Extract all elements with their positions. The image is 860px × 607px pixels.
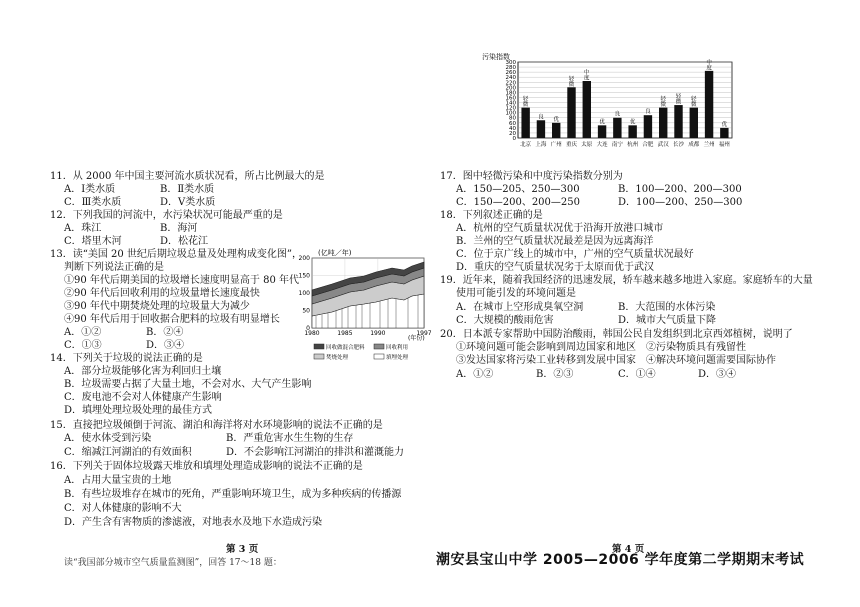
air-category-label: 大连 bbox=[596, 142, 608, 148]
q20-item-1: ①环境问题可能会影响到周边国家和地区 ②污染物质具有残留性 bbox=[456, 342, 746, 353]
q18-stem: 18．下列叙述正确的是 bbox=[440, 210, 543, 221]
q20-opt-d: D．③④ bbox=[698, 369, 737, 380]
q18-opt-d: D．重庆的空气质量状况劣于太原而优于武汉 bbox=[456, 262, 655, 273]
air-category-label: 成都 bbox=[688, 142, 700, 148]
air-bar-label: 微 bbox=[675, 99, 682, 106]
air-bar-label: 微 bbox=[691, 102, 697, 109]
q15-opt-d: D．不会影响江河湖泊的排洪和灌溉能力 bbox=[226, 447, 405, 458]
q13-opt-d: D．③④ bbox=[146, 340, 185, 351]
air-plot-frame bbox=[518, 62, 732, 138]
q19-stem-2: 使用可能引发的环境问题是 bbox=[456, 288, 576, 299]
air-bar-label: 轻 bbox=[568, 76, 575, 83]
air-bar-6 bbox=[598, 125, 606, 138]
q13-stem-2: 判断下列说法正确的是 bbox=[64, 262, 164, 273]
air-ytick-label: 180 bbox=[505, 90, 516, 97]
q12-opt-c: C．塔里木河 bbox=[64, 236, 122, 247]
q11-opt-d: D．Ⅴ类水质 bbox=[160, 197, 216, 208]
air-bar-label: 轻 bbox=[660, 96, 666, 103]
q16-opt-d: D．产生含有害物质的渗滤液，对地表水及地下水造成污染 bbox=[64, 517, 323, 528]
air-ytick-label: 140 bbox=[505, 100, 516, 107]
air-bar-7 bbox=[613, 118, 621, 138]
air-category-label: 杭州 bbox=[627, 142, 639, 148]
q13-opt-a: A．①② bbox=[64, 327, 102, 338]
air-chart-ylabel: 污染指数 bbox=[482, 53, 510, 61]
page-number-4: 第 4 页 bbox=[612, 544, 645, 555]
air-bar-label: 微 bbox=[522, 102, 529, 109]
q18-opt-b: B．兰州的空气质量状况最差是因为远离海洋 bbox=[456, 236, 654, 247]
air-bar-label: 轻 bbox=[522, 96, 529, 103]
air-bar-label: 优 bbox=[721, 121, 728, 128]
q18-opt-a: A．杭州的空气质量状况优于沿海开放港口城市 bbox=[456, 223, 664, 234]
q20-opt-c: C．①④ bbox=[618, 369, 656, 380]
q18-opt-c: C．位于京广线上的城市中，广州的空气质量状况最好 bbox=[456, 249, 694, 260]
garbage-chart-ylabel: (亿吨／年) bbox=[318, 249, 352, 257]
garbage-ytick-label: 50 bbox=[302, 307, 310, 315]
air-ytick-label: 120 bbox=[505, 105, 516, 112]
air-bar-label: 中 bbox=[584, 70, 590, 76]
q11-opt-b: B．Ⅱ类水质 bbox=[160, 184, 215, 195]
garbage-xtick-label: 1990 bbox=[370, 330, 386, 337]
legend-swatch-incinerate bbox=[314, 354, 324, 359]
q13-stem-1: 13．读“美国 20 世纪后期垃圾总量及处理构成变化图”， bbox=[50, 249, 303, 260]
air-category-label: 南宁 bbox=[611, 142, 623, 148]
garbage-composition-chart bbox=[292, 246, 442, 374]
q14-opt-a: A．部分垃圾能够化害为利回归土壤 bbox=[64, 366, 222, 377]
air-ytick-label: 280 bbox=[505, 65, 516, 72]
garbage-ytick-label: 200 bbox=[298, 255, 310, 262]
q20-stem: 20．日本派专家帮助中国防治酸雨，韩国公民自发组织到北京西郊植树，说明了 bbox=[440, 329, 793, 340]
q11-opt-a: A．Ⅰ类水质 bbox=[64, 184, 116, 195]
air-bar-label: 良 bbox=[538, 114, 544, 121]
air-category-label: 太原 bbox=[581, 142, 593, 148]
air-chart-categories bbox=[520, 140, 730, 148]
air-ytick-label: 240 bbox=[505, 75, 516, 82]
air-bar-8 bbox=[628, 125, 636, 138]
air-category-label: 广州 bbox=[550, 142, 562, 148]
air-bar-label: 度 bbox=[706, 65, 712, 72]
reading-note: 读“我国部分城市空气质量监测图”，回答 17～18 题： bbox=[64, 558, 282, 568]
air-bar-13 bbox=[705, 71, 713, 138]
garbage-chart-legend bbox=[314, 343, 409, 361]
q20-opt-a: A．①② bbox=[456, 369, 494, 380]
air-category-label: 武汉 bbox=[657, 142, 669, 148]
q19-stem-1: 19．近年来，随着我国经济的迅速发展，轿车越来越多地进入家庭。家庭轿车的大量 bbox=[440, 275, 813, 286]
q14-opt-d: D．填埋处理垃圾处理的最佳方式 bbox=[64, 405, 213, 416]
air-bar-9 bbox=[644, 115, 652, 138]
air-bar-label: 良 bbox=[645, 109, 651, 116]
q13-opt-b: B．②④ bbox=[146, 327, 184, 338]
legend-recycle: 回收利用 bbox=[386, 345, 409, 351]
q12-opt-a: A．珠江 bbox=[64, 223, 102, 234]
air-quality-chart bbox=[478, 50, 736, 154]
garbage-ytick-label: 150 bbox=[298, 272, 310, 280]
air-category-label: 长沙 bbox=[672, 142, 685, 148]
air-ytick-label: 80 bbox=[509, 115, 516, 122]
air-category-label: 福州 bbox=[718, 142, 730, 148]
air-category-label: 兰州 bbox=[703, 142, 715, 148]
air-bar-4 bbox=[567, 87, 575, 138]
q12-stem: 12．下列我国的河流中，水污染状况可能最严重的是 bbox=[50, 210, 283, 221]
q12-opt-b: B．海河 bbox=[160, 223, 198, 234]
air-ytick-label: 60 bbox=[509, 120, 516, 127]
air-bar-label: 优 bbox=[553, 116, 559, 123]
legend-compost: 回收做混合肥料 bbox=[326, 345, 365, 351]
garbage-chart-xlabel: (年份) bbox=[408, 335, 425, 342]
q15-opt-b: B．严重危害水生生物的生存 bbox=[226, 433, 354, 444]
air-bar-label: 中 bbox=[706, 59, 712, 66]
q14-opt-c: C．废电池不会对人体健康产生影响 bbox=[64, 392, 222, 403]
q17-opt-b: B．100—200、200—300 bbox=[618, 184, 742, 195]
air-bar-2 bbox=[537, 120, 545, 138]
q17-opt-d: D．100—200、250—300 bbox=[618, 197, 743, 208]
air-ytick-label: 200 bbox=[505, 85, 516, 92]
q16-stem: 16．下列关于固体垃圾露天堆放和填埋处理造成影响的说法不正确的是 bbox=[50, 461, 363, 472]
q20-opt-b: B．②③ bbox=[536, 369, 574, 380]
air-bar-1 bbox=[521, 108, 529, 138]
q11-opt-c: C．Ⅲ类水质 bbox=[64, 197, 122, 208]
air-bar-label: 微 bbox=[568, 81, 575, 88]
air-category-label: 合肥 bbox=[642, 142, 654, 148]
air-bar-label: 轻 bbox=[691, 96, 697, 103]
q13-item-3: ③90 年代中期焚烧处理的垃圾量大为减少 bbox=[64, 301, 250, 312]
air-bar-label: 度 bbox=[584, 75, 590, 82]
q19-opt-a: A．在城市上空形成臭氧空洞 bbox=[456, 302, 584, 313]
q15-opt-a: A．使水体受到污染 bbox=[64, 433, 152, 444]
q19-opt-d: D．城市大气质量下降 bbox=[618, 315, 717, 326]
q15-stem: 15．直接把垃圾倾倒于河流、湖泊和海洋将对水环境影响的说法不正确的是 bbox=[50, 420, 383, 431]
garbage-ytick-label: 100 bbox=[298, 290, 310, 297]
q14-stem: 14．下列关于垃圾的说法正确的是 bbox=[50, 353, 203, 364]
air-bar-label: 优 bbox=[629, 119, 636, 126]
q16-opt-a: A．占用大量宝贵的土地 bbox=[64, 475, 172, 486]
q17-stem: 17．图中轻微污染和中度污染指数分别为 bbox=[440, 171, 623, 182]
air-bar-14 bbox=[720, 128, 728, 138]
q14-opt-b: B．垃圾需要占据了大量土地，不会对水、大气产生影响 bbox=[64, 379, 312, 390]
garbage-xtick-label: 1985 bbox=[337, 330, 353, 337]
air-ytick-label: 100 bbox=[505, 110, 516, 117]
q11-stem: 11．从 2000 年中国主要河流水质状况看，所占比例最大的是 bbox=[50, 171, 325, 182]
garbage-ytick-label: 0 bbox=[306, 325, 310, 332]
air-ytick-label: 20 bbox=[509, 130, 516, 137]
q13-item-2: ②90 年代后回收利用的垃圾量增长速度最快 bbox=[64, 288, 260, 299]
air-bar-10 bbox=[659, 108, 667, 138]
air-ytick-label: 0 bbox=[512, 136, 516, 142]
legend-swatch-compost bbox=[314, 344, 324, 349]
air-category-label: 北京 bbox=[520, 142, 532, 148]
air-bar-11 bbox=[674, 105, 682, 138]
air-bar-label: 优 bbox=[599, 119, 605, 126]
air-ytick-label: 300 bbox=[505, 60, 516, 66]
garbage-xtick-label: 1980 bbox=[304, 330, 320, 337]
garbage-xtick-label: 1997 bbox=[416, 330, 432, 337]
garbage-chart-areas bbox=[312, 262, 424, 328]
q19-opt-b: B．大范围的水体污染 bbox=[618, 302, 716, 313]
air-category-label: 上海 bbox=[535, 142, 547, 148]
legend-swatch-landfill bbox=[374, 354, 384, 359]
air-bar-5 bbox=[583, 81, 591, 138]
air-ytick-label: 220 bbox=[505, 80, 516, 87]
q16-opt-b: B．有些垃圾堆存在城市的死角，严重影响环境卫生，成为多种疾病的传播源 bbox=[64, 489, 402, 500]
q19-opt-c: C．大规模的酸雨危害 bbox=[456, 315, 554, 326]
q12-opt-d: D．松花江 bbox=[160, 236, 209, 247]
q13-opt-c: C．①③ bbox=[64, 340, 102, 351]
q15-opt-c: C．缩减江河湖泊的有效面积 bbox=[64, 447, 192, 458]
legend-landfill: 填埋处理 bbox=[386, 355, 409, 361]
exam-title: 潮安县宝山中学 2005—2006 学年度第二学期期末考试 bbox=[436, 552, 805, 568]
air-ytick-label: 160 bbox=[505, 95, 516, 102]
q13-item-1: ①90 年代后期美国的垃圾增长速度明显高于 80 年代 bbox=[64, 275, 299, 286]
air-bar-12 bbox=[690, 108, 698, 138]
q13-item-4: ④90 年代后用于回收据合肥料的垃圾有明显增长 bbox=[64, 314, 280, 325]
legend-incinerate: 焚烧处理 bbox=[326, 355, 349, 361]
air-category-label: 重庆 bbox=[565, 142, 578, 148]
q16-opt-c: C．对人体健康的影响不大 bbox=[64, 503, 182, 514]
air-ytick-label: 40 bbox=[509, 125, 516, 132]
q17-opt-c: C．150—200、200—250 bbox=[456, 197, 580, 208]
air-ytick-label: 260 bbox=[505, 70, 516, 77]
air-bar-label: 轻 bbox=[675, 94, 682, 101]
air-bar-3 bbox=[552, 123, 560, 138]
legend-swatch-recycle bbox=[374, 344, 384, 349]
page-number-3: 第 3 页 bbox=[226, 544, 259, 555]
air-bar-label: 良 bbox=[614, 111, 621, 118]
q20-item-2: ③发达国家将污染工业转移到发展中国家 ④解决环境问题需要国际协作 bbox=[456, 355, 776, 366]
q17-opt-a: A．150—205、250—300 bbox=[456, 184, 580, 195]
air-bar-label: 微 bbox=[660, 102, 666, 109]
